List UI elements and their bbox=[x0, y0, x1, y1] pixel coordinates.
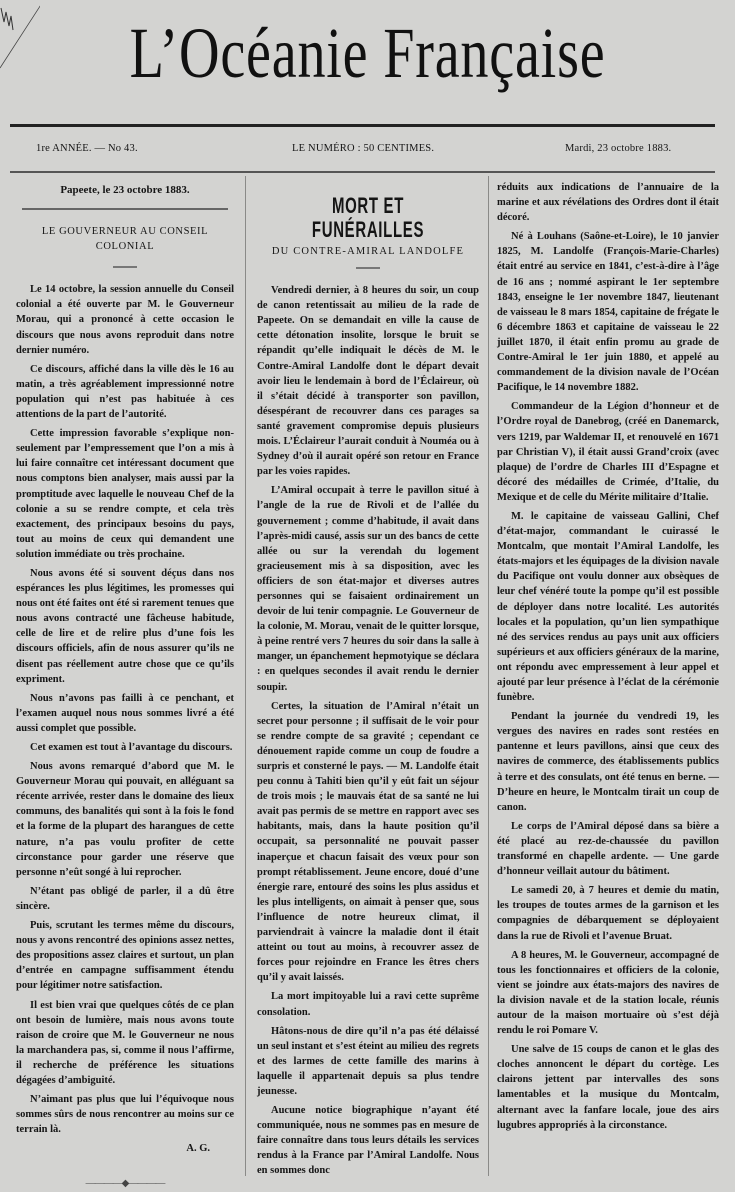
article-title: MORT ET FUNÉRAILLES bbox=[311, 193, 425, 242]
masthead-title: L’Océanie Française bbox=[129, 13, 606, 93]
column-divider bbox=[245, 176, 246, 1176]
ornament-flourish: ————◆———— bbox=[85, 1178, 165, 1190]
paragraph: N’étant pas obligé de parler, il a dû être sincère. bbox=[16, 885, 234, 912]
paragraph: L’Amiral occupait à terre le pavillon situé à l’angle de la rue de Rivoli et de l’allée du gouvernement ; comme d’habitude, il avait dans l’après-midi causé, assis sur un des bancs de cette allée ou sur la verendah du logement gracieusement mis à sa disposition, avec les officiers de son état-major et diverses autres personnes qui se faisaient ordinairement un devoir de lui tenir compagnie. Le Gouverneur de la colonie, M. Morau, venait de le quitter lorsque, à peine rentré vers 7 heures du soir dans la salle à manger, un épanchement hepmotyique se déclara : en quelques secondes il avait rendu le dernier soupir. bbox=[257, 485, 479, 693]
section-rule bbox=[22, 208, 228, 210]
dateline: Papeete, le 23 octobre 1883. bbox=[60, 184, 190, 196]
paragraph: Vendredi dernier, à 8 heures du soir, un coup de canon retentissait au milieu de la rade de Papeete. On se demandait en ville la cause de cette détonation insolite, lorsque le bruit se répandit qu’elle indiquait le décès de M. le Contre-Amiral Landolfe dont le départ devait avoir lieu le lendemain à bord de l’Éclaireur, où il s’était décidé à transporter son pavillon, désespérant de recouvrer dans ces parages sa santé gravement compromise depuis plusieurs mois. L’Éclaireur l’aurait conduit à Nouméa ou à Sydney d’où il aurait opéré son retour en France par les voies rapides. bbox=[257, 285, 479, 478]
issue-number: 1re ANNÉE. — No 43. bbox=[36, 143, 138, 154]
paragraph: Le samedi 20, à 7 heures et demie du matin, les troupes de toutes armes de la garnison et les compagnies de débarquement se déployaient dans la rue de Rivoli et l’avenue Bruat. bbox=[497, 885, 719, 942]
pen-mark-icon bbox=[0, 0, 40, 70]
paragraph: Commandeur de la Légion d’honneur et de l’Ordre royal de Danebrog, (créé en Danemarck, vers 1219, par Waldemar II, et renouvelé en 1671 par Christian V), il était aussi Grand’croix (avec plaque) de l’ordre de Charles III d’Espagne et décoré des médailles de Crimée, d’Italie, du Mexique et de celle du Mérite militaire d’Italie. bbox=[497, 401, 719, 503]
paragraph: Le corps de l’Amiral déposé dans sa bière a été placé au rez-de-chaussée du pavillon transformé en chapelle ardente. — Une garde d’honneur veillait autour du bâtiment. bbox=[497, 820, 719, 878]
paragraph: La mort impitoyable lui a ravi cette suprême consolation. bbox=[257, 991, 479, 1018]
column-editorial bbox=[16, 180, 234, 1192]
section-title: LE GOUVERNEUR AU CONSEIL COLONIAL bbox=[41, 226, 209, 253]
article-subtitle: DU CONTRE-AMIRAL LANDOLFE bbox=[271, 246, 465, 257]
signature: A. G. bbox=[186, 1143, 210, 1155]
paragraph: Nous n’avons pas failli à ce penchant, et l’examen auquel nous nous sommes livré a été aussi complet que possible. bbox=[16, 692, 234, 734]
issue-date: Mardi, 23 octobre 1883. bbox=[565, 143, 672, 154]
article-dash bbox=[356, 267, 380, 269]
paragraph: Nous avons été si souvent déçus dans nos espérances les plus légitimes, les promesses qui nous ont été faites ont été si rarement tenues que nous avons contracté une fâcheuse habitude, celle de lire et de relire plus d’une fois les discours officiels, afin de nous assurer qu’ils ne disent pas réellement autre chose que ce qu’ils expriment. bbox=[16, 567, 234, 685]
paragraph: N’aimant pas plus que lui l’équivoque nous sommes sûrs de nous rencontrer au moins sur ce terrain là. bbox=[16, 1094, 234, 1136]
header-rule bbox=[10, 171, 715, 173]
paragraph: Certes, la situation de l’Amiral n’était un secret pour personne ; il suffisait de le voir pour se rendre compte de sa gravité ; cependant ce dénouement rapide comme un coup de foudre a surpris et consterné le pays. — M. Landolfe était peu connu à Tahiti bien qu’il y eût fait un séjour de trois mois ; le mauvais état de sa santé ne lui avait pas permis de se mettre en rapport avec ses habitants, mais, dans la haute position qu’il occupait, sa personnalité ne pouvait passer inaperçue et chacun faisait des vœux pour son prompt rétablissement. Jeune encore, doué d’une énergie rare, entouré des soins les plus assidus et les plus intelligents, on aimait à penser que, sous l’influence de notre heureux climat, il parviendrait à vaincre la maladie dont il était atteint ou tout au moins, à recouvrer assez de forces pour rejoindre en France les êtres chers qu’il y avait laissés. bbox=[257, 700, 479, 984]
paragraph: Ce discours, affiché dans la ville dès le 16 au matin, a très agréablement impressionné notre population qui n’est pas habituée à ces attentions de la part de l’autorité. bbox=[16, 363, 234, 421]
paragraph: Cette impression favorable s’explique non-seulement par l’empressement que l’on a mis à lui faire connaître cet intéressant document que nous comptons bien analyser, mais aussi par la promptitude avec laquelle le nouveau Chef de la colonie a su se rendre compte, et cela très exactement, des principaux besoins du pays, tout au moins de ceux qui demandent une solution immédiate ou très prochaine. bbox=[16, 428, 234, 560]
paragraph: Cet examen est tout à l’avantage du discours. bbox=[30, 742, 233, 753]
paragraph: Le 14 octobre, la session annuelle du Conseil colonial a été ouverte par M. le Gouverneur Morau, qui a prononcé à cette occasion le discours que nous avons reproduit dans notre dernier numéro. bbox=[16, 284, 234, 356]
paragraph: Nous avons remarqué d’abord que M. le Gouverneur Morau qui pouvait, en alléguant sa récente arrivée, rester dans le domaine des lieux communs, des banalités qui sont à la fois le fond et la forme de la plupart des harangues de cette nature, n’a pas voulu profiter de cette circonstance pour garder une réserve que personne n’eût songé à lui reprocher. bbox=[16, 761, 234, 878]
paragraph: Puis, scrutant les termes même du discours, nous y avons rencontré des opinions assez nettes, des propositions assez claires et surtout, un plan d’entrée en campagne suffisamment étendu pour légitimer notre satisfaction. bbox=[16, 920, 234, 992]
paragraph: M. le capitaine de vaisseau Gallini, Chef d’état-major, commandant le cuirassé le Montcalm, que montait l’Amiral Landolfe, les états-majors et les équipages de la division navale du Pacifique ont voulu donner aux obsèques de leur chef vénéré toute la pompe qu’il est possible de déployer dans notre localité. Les autorités locales et la population, qu’un lien sympathique né des services rendus au pays unit aux officiers supérieurs et aux officiers généraux de la marine, ont répondu avec empressement à leur appel et ajouté par leur présence à l’éclat de la cérémonie funèbre. bbox=[497, 510, 719, 704]
paragraph: Né à Louhans (Saône-et-Loire), le 10 janvier 1825, M. Landolfe (François-Marie-Charles) était entré au service en 1841, c’est-à-dire à l’âge de 16 ans ; nommé aspirant le 1er septembre 1843, enseigne le 1er novembre 1847, lieutenant de vaisseau le 8 mars 1854, capitaine de frégate le 6 décembre 1863 et capitaine de vaisseau le 22 juillet 1870, il était enfin promu au grade de Contre-Amiral le 1er juin 1880, et appelé au commandement de la division navale de l’Océan Pacifique, le 14 novembre 1882. bbox=[497, 231, 719, 394]
section-dash bbox=[113, 266, 137, 268]
paragraph: A 8 heures, M. le Gouverneur, accompagné de tous les fonctionnaires et officiers de la colonie, vient se joindre aux états-majors des navires de la division navale et de la station locale, réunis autour de la maison mortuaire où s’est déjà rendu le roi Pomare V. bbox=[497, 949, 719, 1037]
paragraph: Pendant la journée du vendredi 19, les vergues des navires en rades sont restées en pantenne et leurs pavillons, ainsi que ceux des navires de commerce, des établissements publics à terre et des consulats, ont été tenus en berne. — D’heure en heure, le Montcalm tirait un coup de canon. bbox=[497, 711, 719, 813]
issue-info-bar bbox=[0, 143, 735, 159]
paragraph: réduits aux indications de l’annuaire de la marine et aux révélations des Ordres dont il était décoré. bbox=[497, 182, 719, 224]
column-obituary bbox=[257, 180, 479, 1183]
paragraph: Hâtons-nous de dire qu’il n’a pas été délaissé un seul instant et s’est éteint au milieu des regrets et des larmes de cette famille des marins à laquelle il appartenait depuis sa plus tendre jeunesse. bbox=[257, 1025, 479, 1097]
paragraph: Une salve de 15 coups de canon et le glas des cloches annoncent le départ du cortège. Les clairons jettent par intervalles des sons lamentables et la musique du Montcalm, alternant avec la fanfare locale, joue des airs lugubres appropriés à la circonstance. bbox=[497, 1044, 719, 1131]
column-obituary-continued bbox=[497, 180, 719, 1137]
issue-price: LE NUMÉRO : 50 CENTIMES. bbox=[292, 143, 435, 154]
masthead-rule bbox=[10, 124, 715, 127]
paragraph: Aucune notice biographique n’ayant été communiquée, nous ne sommes pas en mesure de faire connaître dans tous leurs détails les services rendus à la France par l’Amiral Landolfe. Nous en sommes donc bbox=[257, 1105, 479, 1177]
column-divider bbox=[488, 176, 489, 1176]
paragraph: Il est bien vrai que quelques côtés de ce plan ont besoin de lumière, mais nous avons toute raison de croire que M. le Gouverneur ne nous la marchandera pas, si, comme il nous l’affirme, il recherche de préférence les situations dégagées d’ambiguité. bbox=[16, 999, 234, 1086]
